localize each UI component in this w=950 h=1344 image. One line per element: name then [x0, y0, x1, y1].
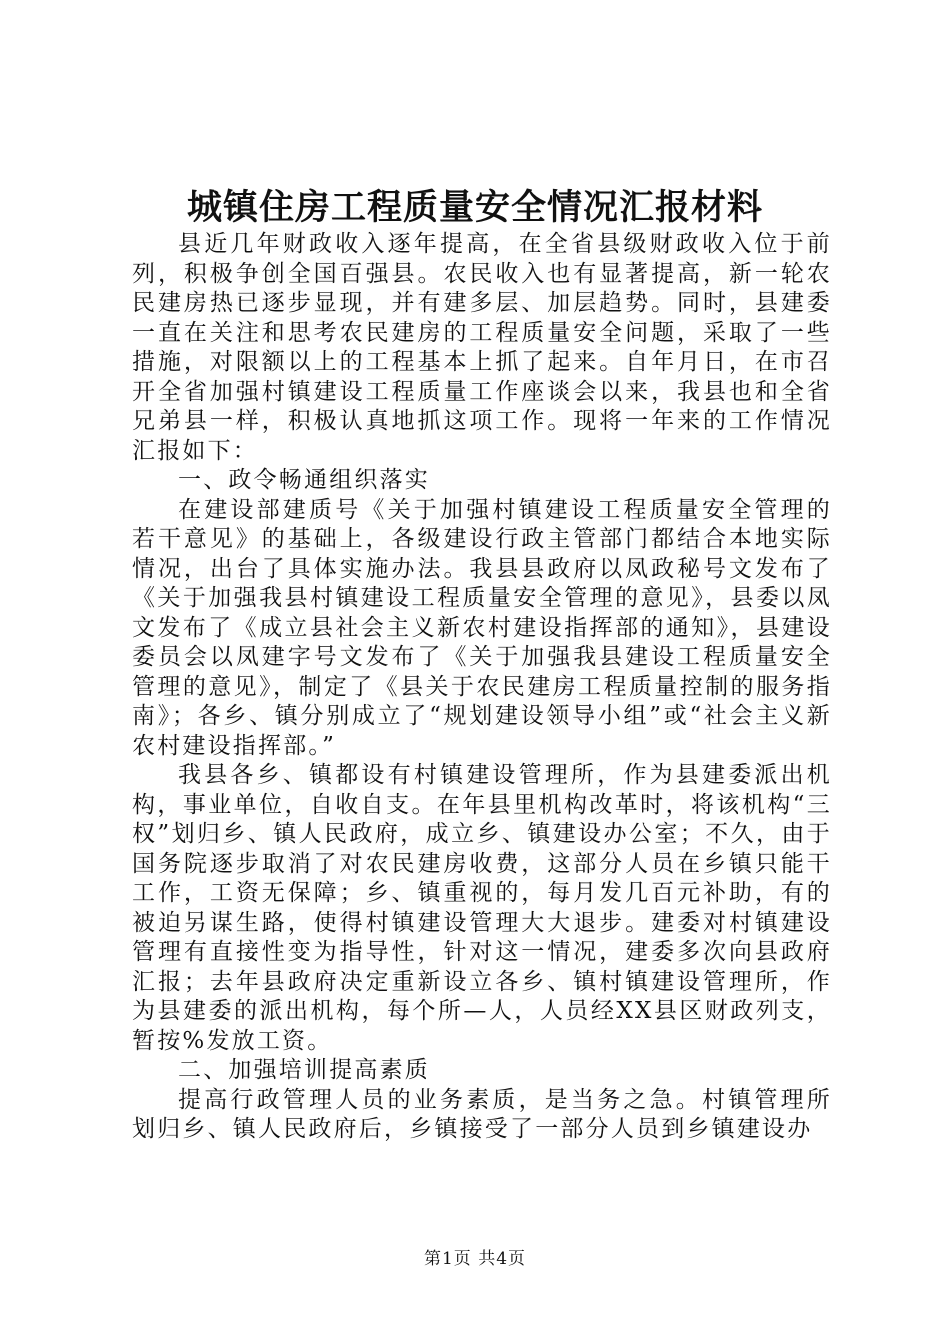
document-title: 城镇住房工程质量安全情况汇报材料 [186, 187, 763, 228]
document-body [132, 230, 832, 1145]
section-heading-2: 二、加强培训提高素质 [178, 1057, 430, 1083]
section-heading-1: 一、政令畅通组织落实 [178, 467, 430, 493]
section-2-paragraph-1: 提高行政管理人员的业务素质，是当务之急。村镇管理所划归乡、镇人民政府后，乡镇接受了一部分人员到乡镇建设办 [132, 1086, 832, 1142]
section-1-paragraph-2: 我县各乡、镇都设有村镇建设管理所，作为县建委派出机构，事业单位，自收自支。在年县里机构改革时，将该机构“三权”划归乡、镇人民政府，成立乡、镇建设办公室；不久，由于国务院逐步取消了对农民建房收费，这部分人员在乡镇只能干工作，工资无保障；乡、镇重视的，每月发几百元补助，有的被迫另谋生路，使得村镇建设管理大大退步。建委对村镇建设管理有直接性变为指导性，针对这一情况，建委多次向县政府汇报；去年县政府决定重新设立各乡、镇村镇建设管理所，作为县建委的派出机构，每个所—人，人员经XX县区财政列支，暂按%发放工资。 [132, 762, 832, 1054]
intro-paragraph: 县近几年财政收入逐年提高，在全省县级财政收入位于前列，积极争创全国百强县。农民收入也有显著提高，新一轮农民建房热已逐步显现，并有建多层、加层趋势。同时，县建委一直在关注和思考农民建房的工程质量安全问题，采取了一些措施，对限额以上的工程基本上抓了起来。自年月日，在市召开全省加强村镇建设工程质量工作座谈会以来，我县也和全省兄弟县一样，积极认真地抓这项工作。现将一年来的工作情况汇报如下： [132, 231, 832, 464]
page-footer: 第1页 共4页 [423, 1249, 527, 1269]
section-1-paragraph-1: 在建设部建质号《关于加强村镇建设工程质量安全管理的若干意见》的基础上，各级建设行政主管部门都结合本地实际情况，出台了具体实施办法。我县县政府以凤政秘号文发布了《关于加强我县村镇建设工程质量安全管理的意见》，县委以凤文发布了《成立县社会主义新农村建设指挥部的通知》，县建设委员会以凤建字号文发布了《关于加强我县建设工程质量安全管理的意见》，制定了《县关于农民建房工程质量控制的服务指南》；各乡、镇分别成立了“规划建设领导小组”或“社会主义新农村建设指挥部。” [132, 496, 832, 759]
